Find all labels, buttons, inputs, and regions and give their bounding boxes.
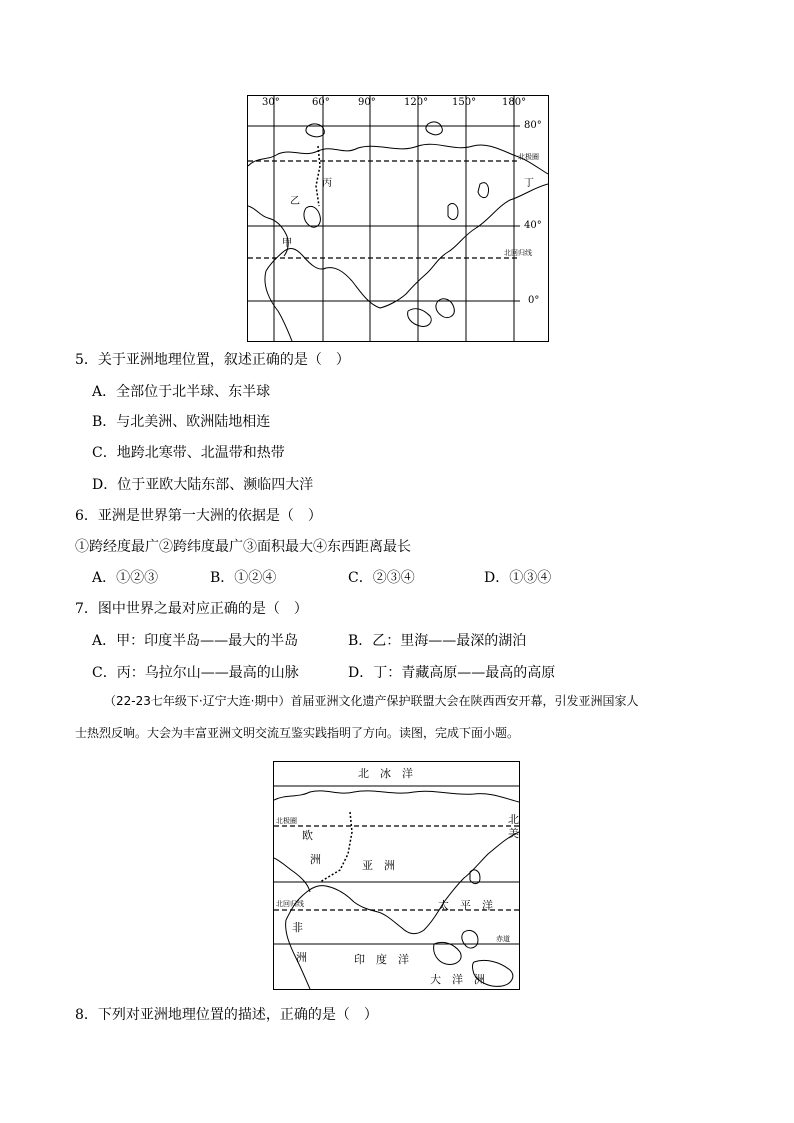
question-5-option-d: D．位于亚欧大陆东部、濒临四大洋 <box>92 477 314 493</box>
oceania-label: 大 洋 洲 <box>430 973 485 986</box>
intro-line-2: 士热烈反响。大会为丰富亚洲文明交流互鉴实践指明了方向。读图，完成下面小题。 <box>75 726 520 740</box>
africa-label-1: 非 <box>292 921 303 934</box>
question-7-option-d: D．丁：青藏高原——最高的高原 <box>348 665 556 681</box>
question-7-option-a: A．甲：印度半岛——最大的半岛 <box>92 633 299 649</box>
lat-label-0: 0° <box>528 295 540 306</box>
question-6-option-a: A．①②③ <box>92 570 159 586</box>
place-label-bing: 丙 <box>322 178 332 189</box>
africa-label-2: 洲 <box>296 951 307 964</box>
question-6-option-c: C．②③④ <box>348 570 415 586</box>
asia-map-top <box>247 95 549 342</box>
lon-label-30: 30° <box>262 97 280 108</box>
arctic-circle-label: 北极圈 <box>518 153 539 161</box>
europe-label-2: 洲 <box>310 853 321 866</box>
question-5-option-a: A．全部位于北半球、东半球 <box>92 384 271 400</box>
europe-label-1: 欧 <box>302 829 313 842</box>
question-5-option-b: B．与北美洲、欧洲陆地相连 <box>92 414 271 430</box>
asia-map-top-drawing <box>248 96 548 341</box>
question-7-stem: 7．图中世界之最对应正确的是（ ） <box>75 601 308 617</box>
asia-label: 亚 洲 <box>362 859 395 872</box>
lon-label-90: 90° <box>358 97 376 108</box>
arctic-circle-label-2: 北极圈 <box>276 817 297 825</box>
equator-label: 赤道 <box>496 935 510 943</box>
tropic-label: 北回归线 <box>504 249 532 257</box>
indian-ocean-label: 印 度 洋 <box>354 953 409 966</box>
question-6-option-b: B．①②④ <box>210 570 277 586</box>
place-label-jia: 甲 <box>282 238 292 249</box>
asia-map-bottom <box>273 761 520 990</box>
place-label-ding: 丁 <box>524 178 534 189</box>
lon-label-120: 120° <box>404 97 429 108</box>
question-6-stem: 6．亚洲是世界第一大洲的依据是（ ） <box>75 508 322 524</box>
arctic-ocean-label: 北 冰 洋 <box>358 767 413 780</box>
question-7-option-c: C．丙：乌拉尔山——最高的山脉 <box>92 665 299 681</box>
question-8-stem: 8．下列对亚洲地理位置的描述，正确的是（ ） <box>75 1007 378 1023</box>
question-5-stem: 5．关于亚洲地理位置，叙述正确的是（ ） <box>75 352 350 368</box>
lon-label-180: 180° <box>502 97 527 108</box>
lat-label-80: 80° <box>524 120 542 131</box>
lon-label-60: 60° <box>312 97 330 108</box>
lat-label-40: 40° <box>524 220 542 231</box>
question-7-option-b: B．乙：里海——最深的湖泊 <box>348 633 527 649</box>
question-6-option-d: D．①③④ <box>484 570 552 586</box>
north-america-label-1: 北 <box>508 813 519 826</box>
place-label-yi: 乙 <box>290 196 300 207</box>
pacific-ocean-label: 太 平 洋 <box>438 899 493 912</box>
lon-label-150: 150° <box>452 97 477 108</box>
question-6-statements: ①跨经度最广②跨纬度最广③面积最大④东西距离最长 <box>75 539 411 555</box>
question-5-option-c: C．地跨北寒带、北温带和热带 <box>92 445 285 461</box>
north-america-label-2: 美 <box>508 827 519 840</box>
intro-line-1: （22-23七年级下·辽宁大连·期中）首届亚洲文化遗产保护联盟大会在陕西西安开幕，引发亚洲国家人 <box>104 694 639 708</box>
tropic-label-2: 北回归线 <box>276 900 304 908</box>
